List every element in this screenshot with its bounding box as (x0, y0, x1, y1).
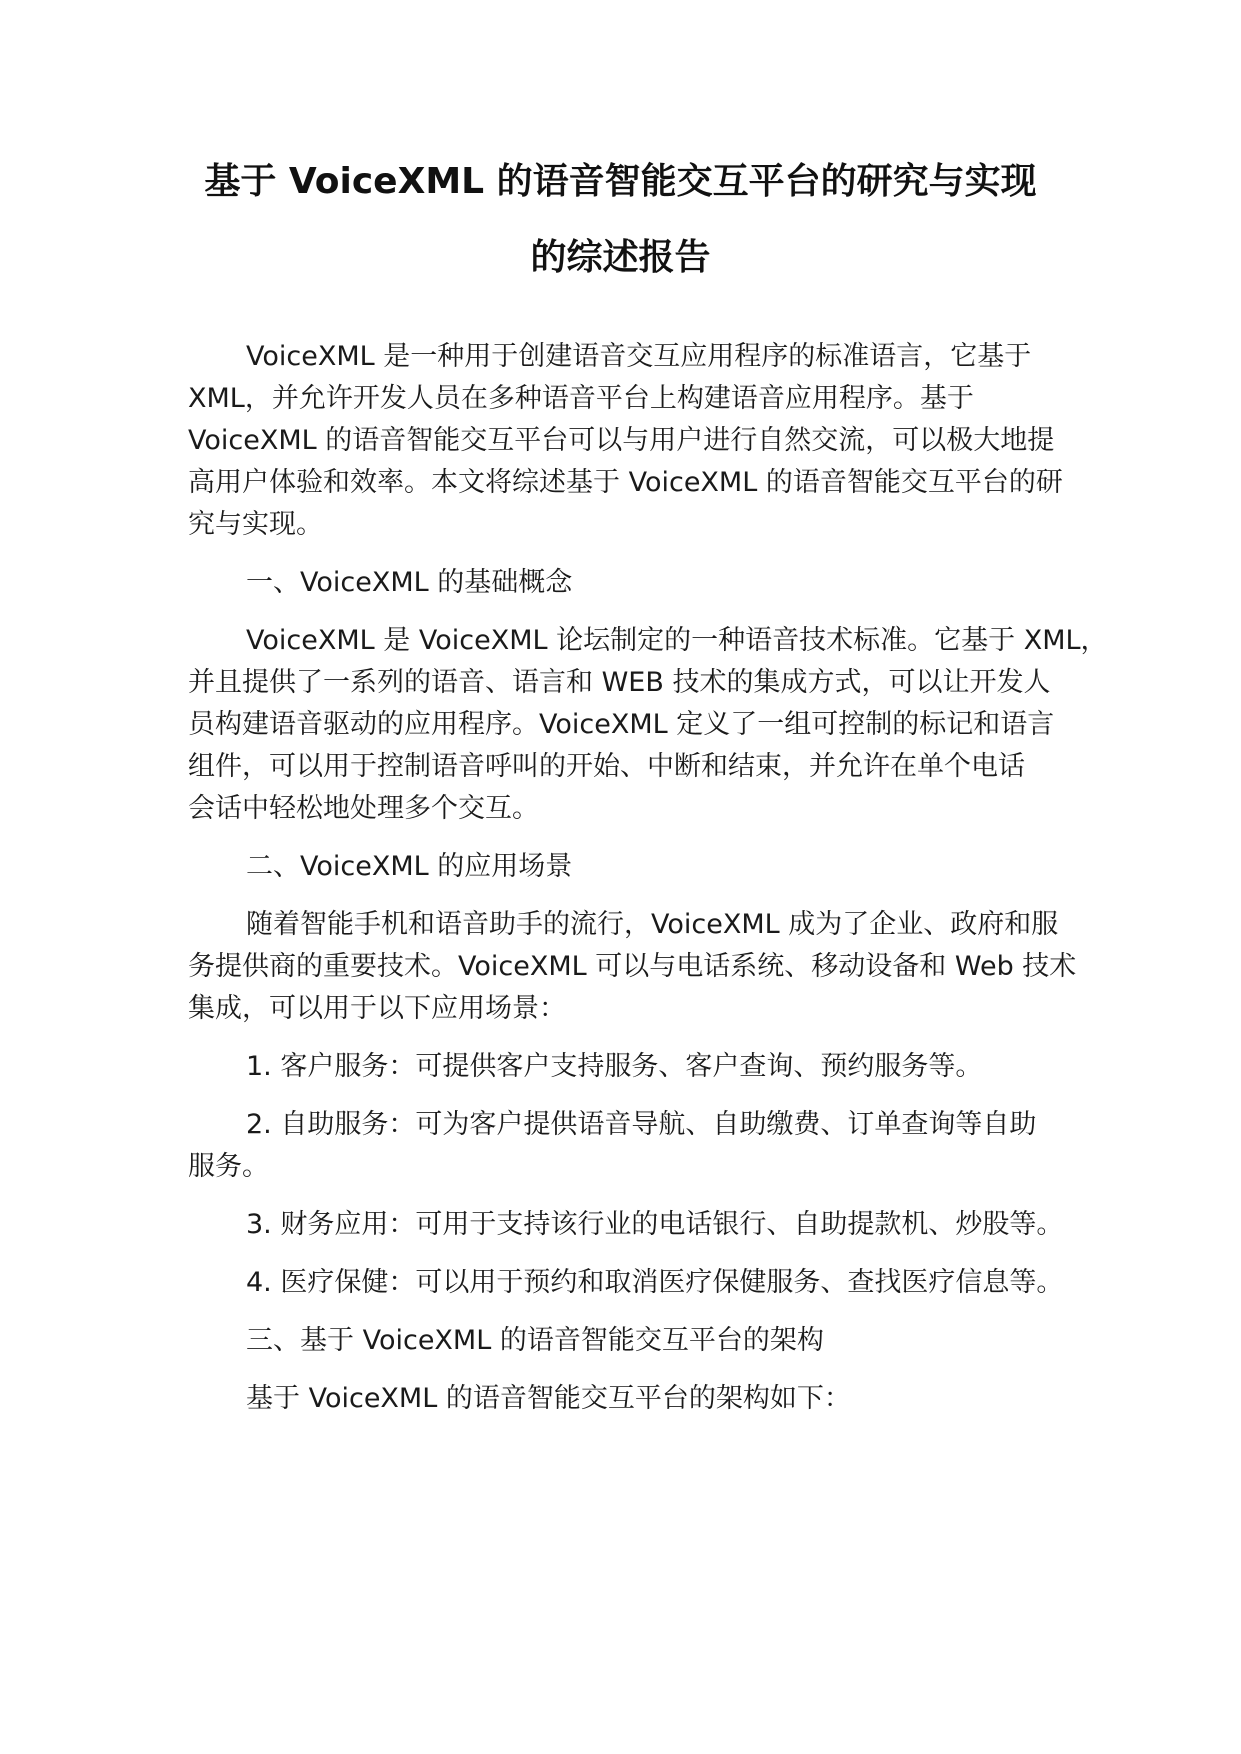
para1-line-4: 组件，可以用于控制语音呼叫的开始、中断和结束，并允许在单个电话 (188, 751, 1025, 782)
para2-line-3: 集成，可以用于以下应用场景： (188, 993, 566, 1024)
document-title-line-1: 基于 VoiceXML 的语音智能交互平台的研究与实现 (204, 161, 1037, 202)
intro-line-3: VoiceXML 的语音智能交互平台可以与用户进行自然交流，可以极大地提 (188, 425, 1055, 456)
document-title-line-2: 的综述报告 (530, 237, 711, 278)
para3-line-1: 基于 VoiceXML 的语音智能交互平台的架构如下： (246, 1383, 851, 1414)
list-item-4: 4. 医疗保健：可以用于预约和取消医疗保健服务、查找医疗信息等。 (246, 1267, 1064, 1298)
para2-line-2: 务提供商的重要技术。VoiceXML 可以与电话系统、移动设备和 Web 技术 (188, 951, 1077, 982)
intro-line-5: 究与实现。 (188, 509, 323, 540)
intro-line-1: VoiceXML 是一种用于创建语音交互应用程序的标准语言，它基于 (246, 341, 1032, 372)
para1-line-3: 员构建语音驱动的应用程序。VoiceXML 定义了一组可控制的标记和语言 (188, 709, 1055, 740)
section-heading-1: 一、VoiceXML 的基础概念 (246, 567, 573, 598)
section-heading-3: 三、基于 VoiceXML 的语音智能交互平台的架构 (246, 1325, 824, 1356)
list-item-3: 3. 财务应用：可用于支持该行业的电话银行、自助提款机、炒股等。 (246, 1209, 1064, 1240)
list-item-2: 2. 自助服务：可为客户提供语音导航、自助缴费、订单查询等自助 (246, 1109, 1037, 1140)
para1-line-5: 会话中轻松地处理多个交互。 (188, 793, 539, 824)
section-heading-2: 二、VoiceXML 的应用场景 (246, 851, 573, 882)
para2-line-1: 随着智能手机和语音助手的流行，VoiceXML 成为了企业、政府和服 (246, 909, 1059, 940)
para1-line-1: VoiceXML 是 VoiceXML 论坛制定的一种语音技术标准。它基于 XML， (246, 625, 1108, 656)
list-item-2-continued: 服务。 (188, 1151, 269, 1182)
intro-line-4: 高用户体验和效率。本文将综述基于 VoiceXML 的语音智能交互平台的研 (188, 467, 1063, 498)
list-item-1: 1. 客户服务：可提供客户支持服务、客户查询、预约服务等。 (246, 1051, 983, 1082)
intro-line-2: XML，并允许开发人员在多种语音平台上构建语音应用程序。基于 (188, 383, 974, 414)
para1-line-2: 并且提供了一系列的语音、语言和 WEB 技术的集成方式，可以让开发人 (188, 667, 1051, 698)
